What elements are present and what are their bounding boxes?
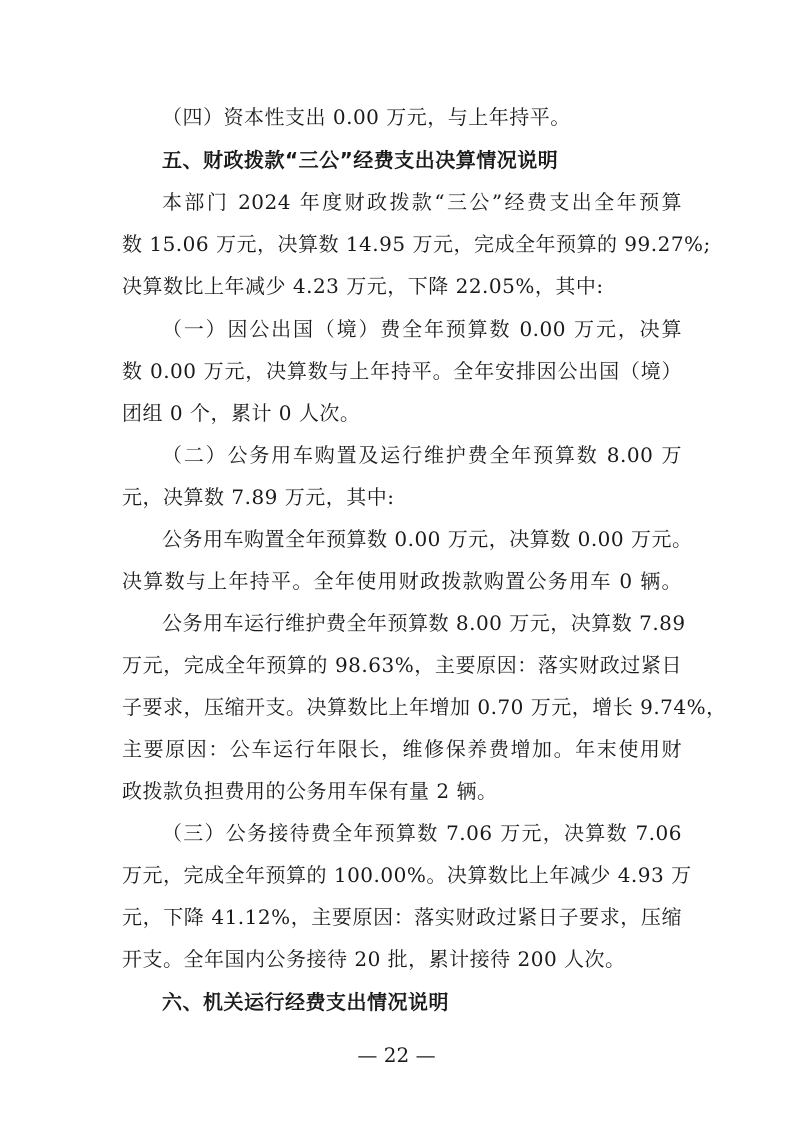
paragraph-line: 数 15.06 万元，决算数 14.95 万元，完成全年预算的 99.27%; bbox=[122, 232, 711, 256]
paragraph-line: 开支。全年国内公务接待 20 批，累计接待 200 人次。 bbox=[122, 947, 626, 971]
paragraph-line: 元，下降 41.12%，主要原因：落实财政过紧日子要求，压缩 bbox=[122, 905, 682, 929]
paragraph-line: 万元，完成全年预算的 98.63%，主要原因：落实财政过紧日 bbox=[122, 653, 682, 677]
paragraph-line: 本部门 2024 年度财政拨款“三公”经费支出全年预算 bbox=[162, 190, 682, 214]
paragraph-line: （二）公务用车购置及运行维护费全年预算数 8.00 万 bbox=[162, 443, 682, 467]
section-heading-three-public-expenses: 五、财政拨款“三公”经费支出决算情况说明 bbox=[162, 148, 559, 172]
paragraph-line: 公务用车购置全年预算数 0.00 万元，决算数 0.00 万元。 bbox=[162, 527, 693, 551]
paragraph-line: 决算数比上年减少 4.23 万元，下降 22.05%，其中: bbox=[122, 274, 604, 298]
page-number: — 22 — bbox=[357, 1043, 436, 1067]
paragraph-line: 主要原因：公车运行年限长，维修保养费增加。年末使用财 bbox=[122, 737, 682, 761]
paragraph-line: 团组 0 个，累计 0 人次。 bbox=[122, 401, 361, 425]
paragraph-line: （三）公务接待费全年预算数 7.06 万元，决算数 7.06 bbox=[162, 821, 682, 845]
paragraph-line: 政拨款负担费用的公务用车保有量 2 辆。 bbox=[122, 779, 498, 803]
paragraph-line: 万元，完成全年预算的 100.00%。决算数比上年减少 4.93 万 bbox=[122, 863, 692, 887]
paragraph-line: 公务用车运行维护费全年预算数 8.00 万元，决算数 7.89 bbox=[162, 611, 686, 635]
paragraph-line: 元，决算数 7.89 万元，其中: bbox=[122, 485, 395, 509]
paragraph-line: （一）因公出国（境）费全年预算数 0.00 万元，决算 bbox=[162, 317, 682, 341]
paragraph-capital-expenditure: （四）资本性支出 0.00 万元，与上年持平。 bbox=[162, 105, 571, 129]
paragraph-line: 子要求，压缩开支。决算数比上年增加 0.70 万元，增长 9.74%， bbox=[122, 695, 727, 719]
section-heading-operating-expenses: 六、机关运行经费支出情况说明 bbox=[162, 990, 449, 1014]
paragraph-line: 决算数与上年持平。全年使用财政拨款购置公务用车 0 辆。 bbox=[122, 569, 682, 593]
paragraph-line: 数 0.00 万元，决算数与上年持平。全年安排因公出国（境） bbox=[122, 359, 682, 383]
